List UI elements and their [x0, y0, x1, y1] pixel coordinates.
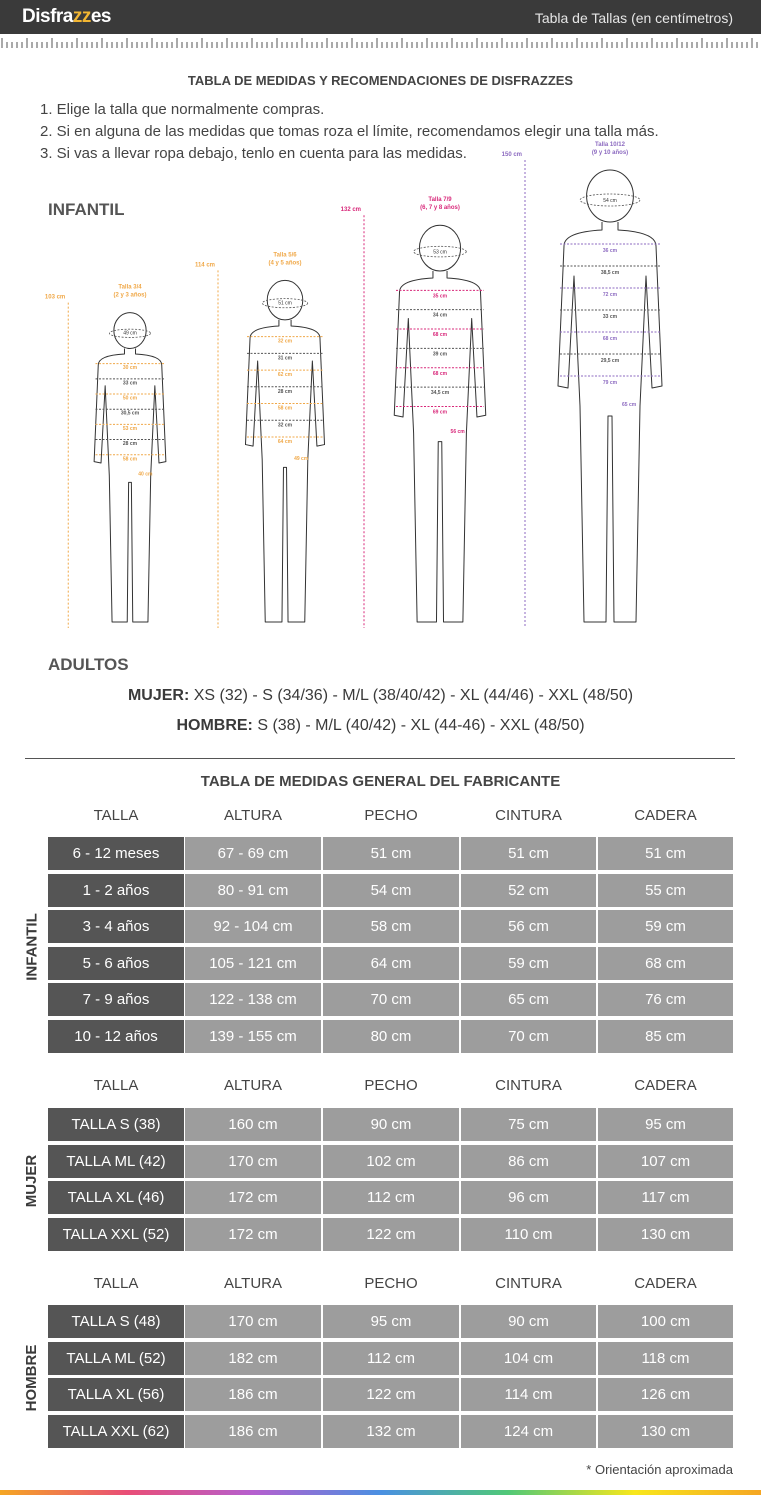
column-header-pecho: PECHO [364, 1077, 418, 1094]
measure-label: 64 cm [277, 439, 293, 446]
child-figure [341, 197, 486, 628]
table-cell: 55 cm [598, 874, 733, 907]
size-cell: 10 - 12 años [48, 1020, 184, 1053]
measure-label: 33 cm [602, 314, 618, 320]
table-cell: 76 cm [598, 983, 733, 1016]
measure-label: 36 cm [602, 248, 618, 254]
table-cell: 85 cm [598, 1020, 733, 1053]
table-cell: 117 cm [598, 1181, 733, 1214]
column-header-cadera: CADERA [634, 807, 697, 824]
size-cell: 5 - 6 años [48, 947, 184, 980]
size-cell: TALLA XL (56) [48, 1378, 184, 1411]
adultos-heading: ADULTOS [48, 655, 129, 674]
measure-label: 62 cm [277, 372, 293, 379]
table-cell: 51 cm [598, 837, 733, 870]
table-cell: 96 cm [461, 1181, 596, 1214]
leg-measure-label: 65 cm [622, 402, 637, 408]
table-cell: 64 cm [323, 947, 459, 980]
column-header-altura: ALTURA [223, 1077, 283, 1094]
size-cell: TALLA ML (42) [48, 1145, 184, 1178]
table-cell: 104 cm [461, 1342, 596, 1375]
height-label: 150 cm [501, 152, 522, 158]
rainbow-footer-bar [0, 1490, 761, 1495]
size-cell: TALLA ML (52) [48, 1342, 184, 1375]
measure-label: 68 cm [602, 336, 618, 342]
table-cell: 122 - 138 cm [185, 983, 321, 1016]
table-cell: 132 cm [323, 1415, 459, 1448]
head-measure-label: 49 cm [123, 330, 137, 337]
measure-label: 35 cm [432, 293, 448, 300]
size-title: Talla 10/12 [595, 142, 625, 148]
column-header-altura: ALTURA [223, 807, 283, 824]
table-cell: 90 cm [461, 1305, 596, 1338]
leg-measure-label: 49 cm [294, 455, 309, 462]
table-cell: 126 cm [598, 1378, 733, 1411]
column-header-cadera: CADERA [634, 1077, 697, 1094]
measure-label: 32 cm [277, 338, 293, 345]
measure-label: 38,5 cm [600, 270, 620, 276]
measure-label: 58 cm [122, 456, 138, 463]
guide-step: 2. Si en alguna de las medidas que tomas roza el límite, recomendamos elegir una talla más. [40, 123, 659, 140]
table-cell: 100 cm [598, 1305, 733, 1338]
size-cell: TALLA S (48) [48, 1305, 184, 1338]
size-age: (2 y 3 años) [113, 292, 147, 299]
child-figure [502, 142, 662, 628]
table-cell: 59 cm [598, 910, 733, 943]
table-cell: 52 cm [461, 874, 596, 907]
section-divider [25, 758, 735, 759]
table-cell: 51 cm [323, 837, 459, 870]
table-cell: 122 cm [323, 1378, 459, 1411]
table-cell: 130 cm [598, 1218, 733, 1251]
table-cell: 59 cm [461, 947, 596, 980]
table-cell: 118 cm [598, 1342, 733, 1375]
measure-label: 68 cm [432, 370, 448, 377]
table-cell: 68 cm [598, 947, 733, 980]
size-title: Talla 5/6 [273, 252, 297, 259]
head-measure-label: 51 cm [278, 300, 292, 307]
size-cell: 6 - 12 meses [48, 837, 184, 870]
top-bar [0, 0, 761, 34]
measure-label: 34 cm [432, 312, 448, 319]
measure-label: 69 cm [432, 409, 448, 416]
body-outline [394, 271, 486, 622]
table-cell: 54 cm [323, 874, 459, 907]
size-age: (6, 7 y 8 años) [420, 205, 460, 212]
size-cell: TALLA XL (46) [48, 1181, 184, 1214]
table-cell: 86 cm [461, 1145, 596, 1178]
guide-title: TABLA DE MEDIDAS Y RECOMENDACIONES DE DISFRAZZES [187, 73, 574, 88]
measure-label: 28 cm [122, 441, 138, 448]
table-cell: 80 cm [323, 1020, 459, 1053]
size-title: Talla 7/9 [428, 197, 452, 204]
size-cell: 1 - 2 años [48, 874, 184, 907]
body-outline [245, 320, 324, 622]
table-cell: 95 cm [598, 1108, 733, 1141]
column-header-cintura: CINTURA [495, 807, 562, 824]
table-cell: 92 - 104 cm [185, 910, 321, 943]
column-header-pecho: PECHO [364, 807, 418, 824]
women-sizes-text: XS (32) - S (34/36) - M/L (38/40/42) - XL (44/46) - XXL (48/50) [189, 687, 634, 704]
measure-label: 50 cm [122, 395, 138, 402]
table-cell: 112 cm [323, 1342, 459, 1375]
table-cell: 51 cm [461, 837, 596, 870]
adult-men-sizes [0, 717, 761, 735]
infantil-heading: INFANTIL [48, 200, 125, 219]
ruler-strip [0, 34, 761, 48]
size-cell: TALLA XXL (52) [48, 1218, 184, 1251]
adult-women-sizes [0, 687, 761, 705]
column-header-cintura: CINTURA [495, 1077, 562, 1094]
column-header-talla: TALLA [93, 1275, 139, 1292]
table-title: TABLA DE MEDIDAS GENERAL DEL FABRICANTE [200, 773, 561, 790]
table-cell: 124 cm [461, 1415, 596, 1448]
table-cell: 139 - 155 cm [185, 1020, 321, 1053]
child-figure [195, 252, 325, 628]
measure-label: 53 cm [122, 425, 138, 432]
body-outline [558, 222, 662, 622]
page-subtitle: Tabla de Tallas (en centímetros) [534, 10, 733, 26]
table-cell: 65 cm [461, 983, 596, 1016]
child-size-figures [40, 142, 740, 640]
guide-step: 1. Elige la talla que normalmente compras. [40, 101, 325, 118]
measure-label: 79 cm [602, 380, 618, 386]
table-cell: 170 cm [185, 1305, 321, 1338]
table-cell: 186 cm [185, 1378, 321, 1411]
men-label: HOMBRE: [176, 717, 253, 734]
height-label: 114 cm [194, 262, 215, 269]
table-cell: 160 cm [185, 1108, 321, 1141]
table-cell: 110 cm [461, 1218, 596, 1251]
measure-label: 39 cm [432, 351, 448, 358]
column-header-cintura: CINTURA [495, 1275, 562, 1292]
size-age: (4 y 5 años) [268, 260, 302, 267]
height-label: 132 cm [340, 207, 361, 214]
table-cell: 95 cm [323, 1305, 459, 1338]
table-cell: 56 cm [461, 910, 596, 943]
body-outline [94, 348, 166, 622]
size-cell: TALLA XXL (62) [48, 1415, 184, 1448]
table-cell: 114 cm [461, 1378, 596, 1411]
table-cell: 90 cm [323, 1108, 459, 1141]
size-cell: TALLA S (38) [48, 1108, 184, 1141]
measure-label: 31 cm [277, 355, 293, 362]
measure-label: 33 cm [122, 380, 138, 387]
table-cell: 122 cm [323, 1218, 459, 1251]
size-title: Talla 3/4 [118, 284, 142, 291]
women-label: MUJER: [127, 687, 190, 704]
table-cell: 112 cm [323, 1181, 459, 1214]
size-cell: 7 - 9 años [48, 983, 184, 1016]
column-header-cadera: CADERA [634, 1275, 697, 1292]
table-cell: 80 - 91 cm [185, 874, 321, 907]
measure-label: 72 cm [602, 292, 618, 298]
column-header-altura: ALTURA [223, 1275, 283, 1292]
head-outline [587, 170, 634, 222]
table-cell: 172 cm [185, 1181, 321, 1214]
size-age: (9 y 10 años) [591, 150, 629, 156]
guide-step: 3. Si vas a llevar ropa debajo, tenlo en cuenta para las medidas. [40, 145, 467, 162]
table-cell: 182 cm [185, 1342, 321, 1375]
head-measure-label: 54 cm [603, 198, 617, 204]
table-cell: 130 cm [598, 1415, 733, 1448]
measure-label: 30 cm [122, 365, 138, 372]
leg-measure-label: 40 cm [138, 471, 153, 478]
measure-label: 29,5 cm [600, 358, 620, 364]
table-cell: 75 cm [461, 1108, 596, 1141]
table-cell: 102 cm [323, 1145, 459, 1178]
table-cell: 58 cm [323, 910, 459, 943]
head-outline [419, 225, 460, 271]
measure-label: 30,5 cm [120, 410, 140, 417]
men-sizes-text: S (38) - M/L (40/42) - XL (44-46) - XXL (48/50) [252, 717, 585, 734]
size-cell: 3 - 4 años [48, 910, 184, 943]
table-cell: 172 cm [185, 1218, 321, 1251]
child-figure [45, 285, 166, 628]
column-header-talla: TALLA [93, 1077, 139, 1094]
measure-label: 58 cm [277, 405, 293, 412]
head-measure-label: 53 cm [433, 249, 447, 256]
group-label: MUJER [23, 1154, 40, 1208]
measure-label: 28 cm [277, 388, 293, 395]
height-label: 103 cm [44, 294, 66, 301]
table-cell: 170 cm [185, 1145, 321, 1178]
leg-measure-label: 56 cm [450, 428, 465, 435]
group-label: INFANTIL [23, 912, 40, 981]
footnote: * Orientación aproximada [586, 1462, 733, 1477]
table-cell: 186 cm [185, 1415, 321, 1448]
measure-label: 34,5 cm [430, 390, 450, 397]
column-header-talla: TALLA [93, 807, 139, 824]
brand-logo: Disfrazzes [22, 6, 111, 27]
table-cell: 107 cm [598, 1145, 733, 1178]
measure-label: 68 cm [432, 332, 448, 339]
table-cell: 105 - 121 cm [185, 947, 321, 980]
measure-label: 32 cm [277, 422, 293, 429]
table-cell: 70 cm [461, 1020, 596, 1053]
table-cell: 70 cm [323, 983, 459, 1016]
table-cell: 67 - 69 cm [185, 837, 321, 870]
group-label: HOMBRE [23, 1344, 40, 1412]
column-header-pecho: PECHO [364, 1275, 418, 1292]
